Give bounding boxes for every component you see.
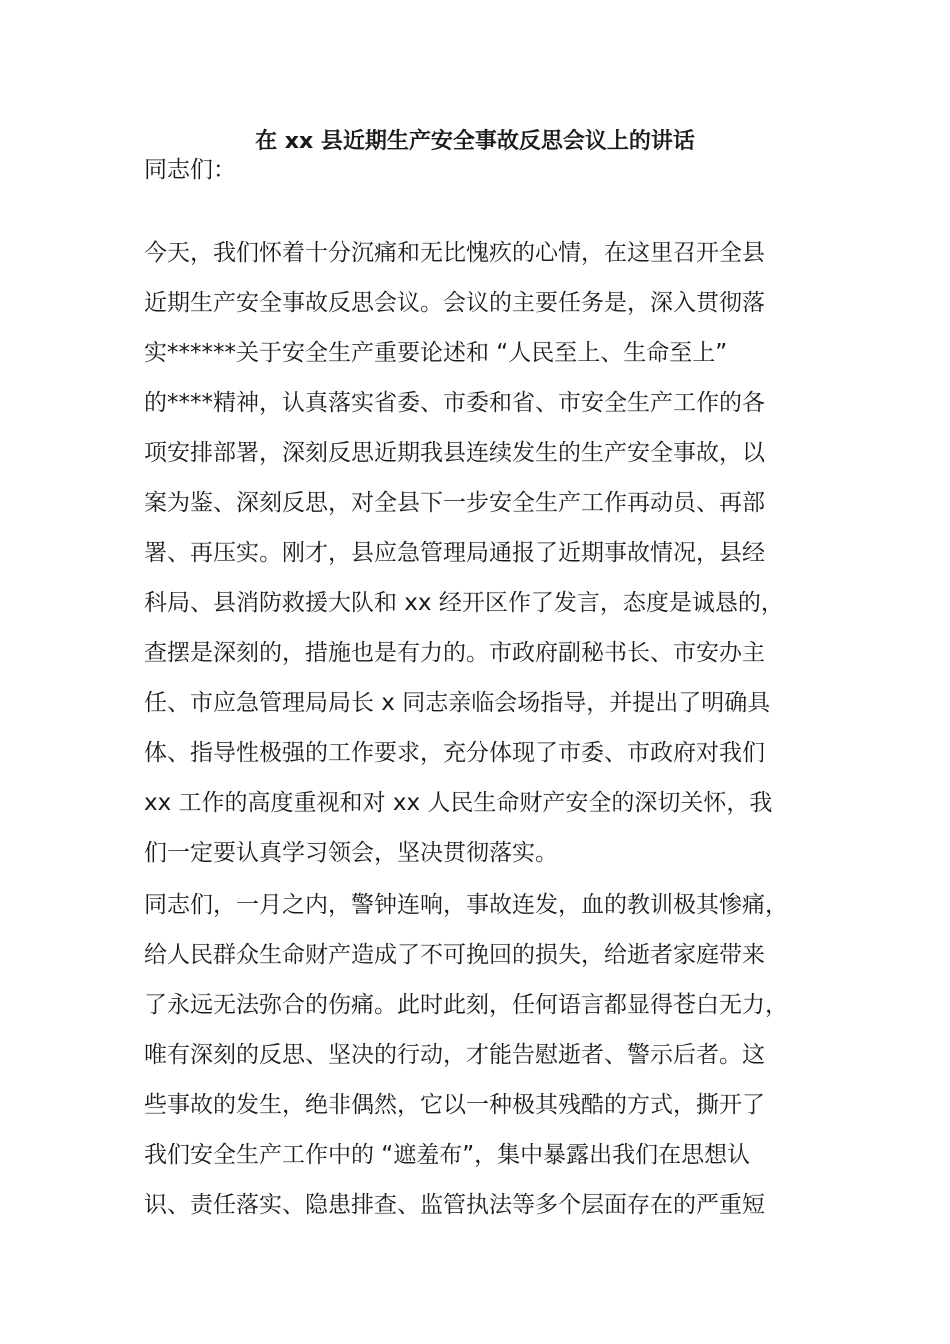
text-line: 同志们，一月之内，警钟连响，事故连发，血的教训极其惨痛， [144,892,788,918]
text-line: 给人民群众生命财产造成了不可挽回的损失，给逝者家庭带来 [144,942,765,968]
salutation: 同志们： [144,157,236,183]
text-line: 近期生产安全事故反思会议。会议的主要任务是，深入贯彻落 [144,290,765,316]
text-line: 识、责任落实、隐患排查、监管执法等多个层面存在的严重短 [144,1192,765,1218]
text-line: 实******关于安全生产重要论述和 “人民至上、生命至上” [144,340,728,366]
document-title: 在 xx 县近期生产安全事故反思会议上的讲话 [255,129,695,154]
text-line: 体、指导性极强的工作要求，充分体现了市委、市政府对我们 [144,740,765,766]
text-line: 的****精神，认真落实省委、市委和省、市安全生产工作的各 [144,390,765,416]
text-line: 项安排部署，深刻反思近期我县连续发生的生产安全事故，以 [144,440,765,466]
text-line: 科局、县消防救援大队和 xx 经开区作了发言，态度是诚恳的， [144,590,784,616]
text-line: xx 工作的高度重视和对 xx 人民生命财产安全的深切关怀，我 [144,790,773,816]
paragraph-2 [144,880,824,1230]
text-line: 些事故的发生，绝非偶然，它以一种极其残酷的方式，撕开了 [144,1092,765,1118]
text-line: 任、市应急管理局局长 x 同志亲临会场指导，并提出了明确具 [144,690,771,716]
text-line: 唯有深刻的反思、坚决的行动，才能告慰逝者、警示后者。这 [144,1042,765,1068]
text-line: 案为鉴、深刻反思，对全县下一步安全生产工作再动员、再部 [144,490,765,516]
text-line: 查摆是深刻的，措施也是有力的。市政府副秘书长、市安办主 [144,640,765,666]
text-line: 了永远无法弥合的伤痛。此时此刻，任何语言都显得苍白无力， [144,992,788,1018]
paragraph-1 [144,228,824,878]
text-line: 今天，我们怀着十分沉痛和无比愧疚的心情，在这里召开全县 [144,240,765,266]
text-line: 们一定要认真学习领会，坚决贯彻落实。 [144,840,558,866]
text-line: 我们安全生产工作中的 “遮羞布”，集中暴露出我们在思想认 [144,1142,751,1168]
text-line: 署、再压实。刚才，县应急管理局通报了近期事故情况，县经 [144,540,765,566]
